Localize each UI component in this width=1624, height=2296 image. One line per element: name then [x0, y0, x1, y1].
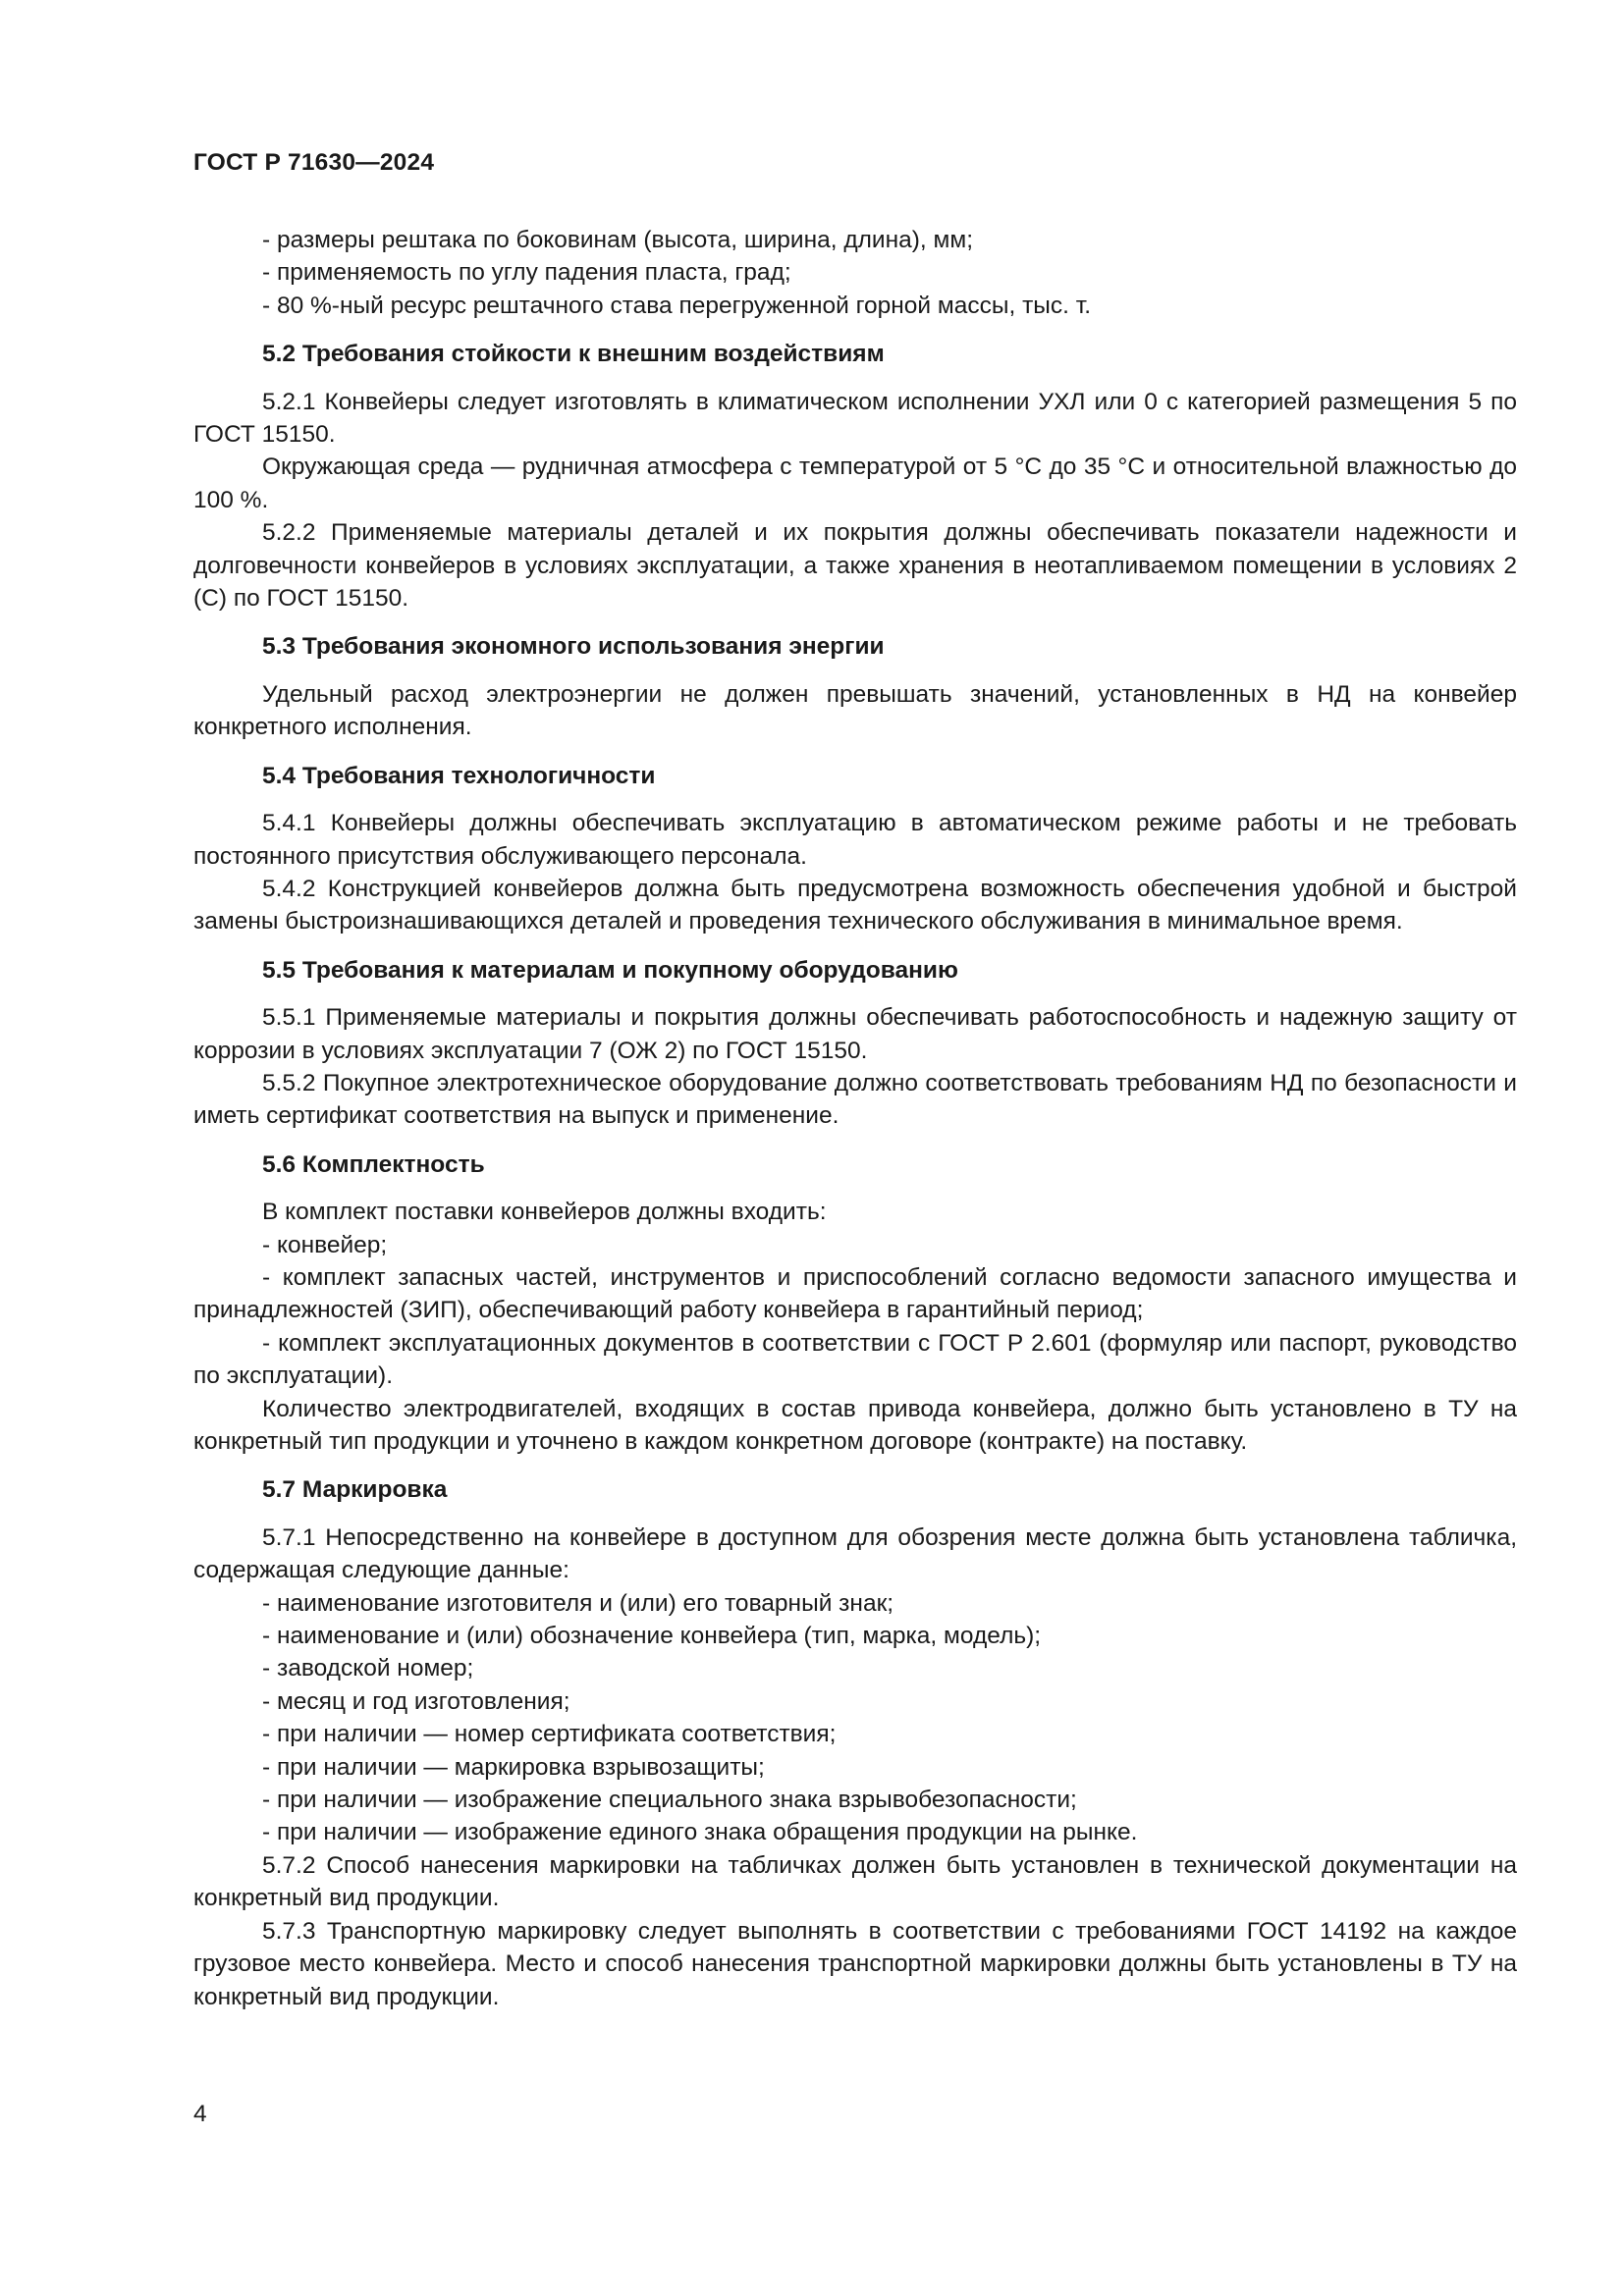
list-item: - при наличии — изображение специального знака взрывобезопасности;: [262, 1787, 1077, 1814]
paragraph-5-5-2: 5.5.2 Покупное электротехническое оборудование должно соответствовать требованиям НД по безопасности и иметь сертификат соответствия на выпуск и применение.: [193, 1069, 1517, 1130]
paragraph-5-7-2: 5.7.2 Способ нанесения маркировки на табличках должен быть установлен в технической документации на конкретный вид продукции.: [193, 1851, 1517, 1912]
list-item: - размеры рештака по боковинам (высота, ширина, длина), мм;: [262, 227, 974, 253]
paragraph-energy: Удельный расход электроэнергии не должен превышать значений, установленных в НД на конвейер конкретного исполнения.: [193, 680, 1517, 741]
list-item: - месяц и год изготовления;: [262, 1687, 570, 1715]
paragraph-5-2-2: 5.2.2 Применяемые материалы деталей и их покрытия должны обеспечивать показатели надежности и долговечности конвейеров в условиях эксплуатации, а также хранения в неотапливаемом помещении в условиях 2 (С) по ГОСТ 15150.: [193, 519, 1517, 613]
list-item: - при наличии — изображение единого знака обращения продукции на рынке.: [262, 1819, 1138, 1846]
list-item: - комплект эксплуатационных документов в соответствии с ГОСТ Р 2.601 (формуляр или паспорт, руководство по эксплуатации).: [193, 1329, 1517, 1390]
list-item: - заводской номер;: [262, 1655, 474, 1682]
list-item: - наименование изготовителя и (или) его товарный знак;: [262, 1589, 894, 1617]
paragraph-5-7-3: 5.7.3 Транспортную маркировку следует выполнять в соответствии с требованиями ГОСТ 14192 на каждое грузовое место конвейера. Место и способ нанесения транспортной маркировки должны быть установлены в ТУ на конкретный вид продукции.: [193, 1917, 1517, 2010]
paragraph-5-4-1: 5.4.1 Конвейеры должны обеспечивать эксплуатацию в автоматическом режиме работы и не требовать постоянного присутствия обслуживающего персонала.: [193, 810, 1517, 870]
paragraph-5-2-1: 5.2.1 Конвейеры следует изготовлять в климатическом исполнении УХЛ или 0 с категорией размещения 5 по ГОСТ 15150.: [193, 388, 1517, 449]
section-heading-5-4: 5.4 Требования технологичности: [262, 762, 656, 789]
paragraph-kit-intro: В комплект поставки конвейеров должны входить:: [262, 1199, 827, 1226]
list-item: - наименование и (или) обозначение конвейера (тип, марка, модель);: [262, 1623, 1042, 1650]
paragraph-5-7-1: 5.7.1 Непосредственно на конвейере в доступном для обозрения месте должна быть установлена табличка, содержащая следующие данные:: [193, 1523, 1517, 1584]
section-heading-5-2: 5.2 Требования стойкости к внешним воздействиям: [262, 341, 885, 368]
list-item: - комплект запасных частей, инструментов и приспособлений согласно ведомости запасного имущества и принадлежностей (ЗИП), обеспечивающий работу конвейера в гарантийный период;: [193, 1263, 1517, 1324]
page-number: 4: [193, 2101, 207, 2127]
list-item: - 80 %-ный ресурс рештачного става перегруженной горной массы, тыс. т.: [262, 292, 1092, 319]
paragraph-environment: Окружающая среда — рудничная атмосфера с температурой от 5 °С до 35 °С и относительной влажностью до 100 %.: [193, 454, 1517, 513]
page-body: [193, 224, 1517, 2013]
paragraph-5-5-1: 5.5.1 Применяемые материалы и покрытия должны обеспечивать работоспособность и надежную защиту от коррозии в условиях эксплуатации 7 (ОЖ 2) по ГОСТ 15150.: [193, 1004, 1517, 1064]
section-heading-5-5: 5.5 Требования к материалам и покупному оборудованию: [262, 956, 958, 984]
section-heading-5-3: 5.3 Требования экономного использования энергии: [262, 633, 885, 661]
list-item: - конвейер;: [262, 1231, 388, 1258]
section-heading-5-6: 5.6 Комплектность: [262, 1150, 485, 1178]
list-item: - при наличии — маркировка взрывозащиты;: [262, 1753, 765, 1781]
list-item: - при наличии — номер сертификата соответствия;: [262, 1721, 837, 1748]
section-heading-5-7: 5.7 Маркировка: [262, 1476, 448, 1504]
paragraph-5-4-2: 5.4.2 Конструкцией конвейеров должна быть предусмотрена возможность обеспечения удобной и быстрой замены быстроизнашивающихся деталей и проведения технического обслуживания в минимальное время.: [193, 875, 1517, 935]
list-item: - применяемость по углу падения пласта, град;: [262, 259, 791, 287]
document-code-header: ГОСТ Р 71630—2024: [193, 149, 435, 176]
paragraph-motors: Количество электродвигателей, входящих в состав привода конвейера, должно быть установлено в ТУ на конкретный тип продукции и уточнено в каждом конкретном договоре (контракте) на поставку.: [193, 1395, 1517, 1455]
